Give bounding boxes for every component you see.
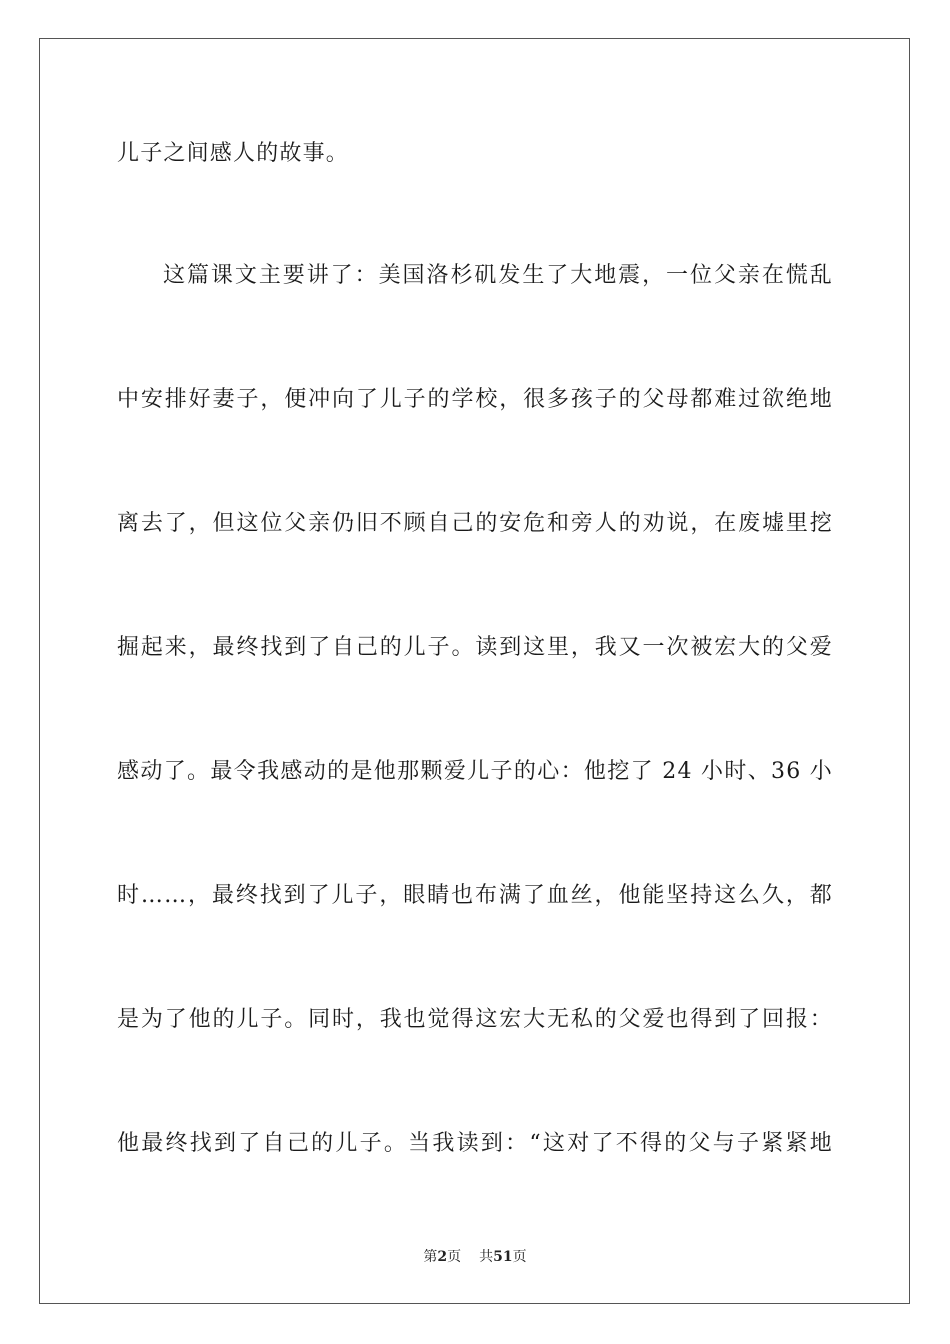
paragraph-line-6: 感动了。最令我感动的是他那颗爱儿子的心：他挖了 24 小时、36 小: [117, 759, 833, 784]
page-suffix: 页: [447, 1249, 462, 1265]
paragraph-line-2: 这篇课文主要讲了：美国洛杉矶发生了大地震，一位父亲在慌乱: [163, 263, 833, 288]
paragraph-line-5: 掘起来，最终找到了自己的儿子。读到这里，我又一次被宏大的父爱: [117, 635, 833, 660]
paragraph-line-9: 他最终找到了自己的儿子。当我读到：“这对了不得的父与子紧紧地: [117, 1131, 833, 1156]
paragraph-line-4: 离去了，但这位父亲仍旧不顾自己的安危和旁人的劝说，在废墟里挖: [117, 511, 833, 536]
total-pages: 51: [493, 1249, 513, 1265]
paragraph-line-3: 中安排好妻子，便冲向了儿子的学校，很多孩子的父母都难过欲绝地: [117, 387, 833, 412]
paragraph-line-8: 是为了他的儿子。同时，我也觉得这宏大无私的父爱也得到了回报：: [117, 1007, 833, 1032]
page-prefix: 第: [423, 1249, 438, 1265]
total-prefix: 共: [479, 1249, 494, 1265]
total-suffix: 页: [512, 1249, 527, 1265]
page-number: 2: [437, 1249, 448, 1265]
page-footer: [0, 1247, 950, 1267]
page-border: [39, 38, 910, 1304]
paragraph-line-7: 时……，最终找到了儿子，眼睛也布满了血丝，他能坚持这么久，都: [117, 883, 833, 908]
paragraph-line-1: 儿子之间感人的故事。: [117, 141, 350, 166]
